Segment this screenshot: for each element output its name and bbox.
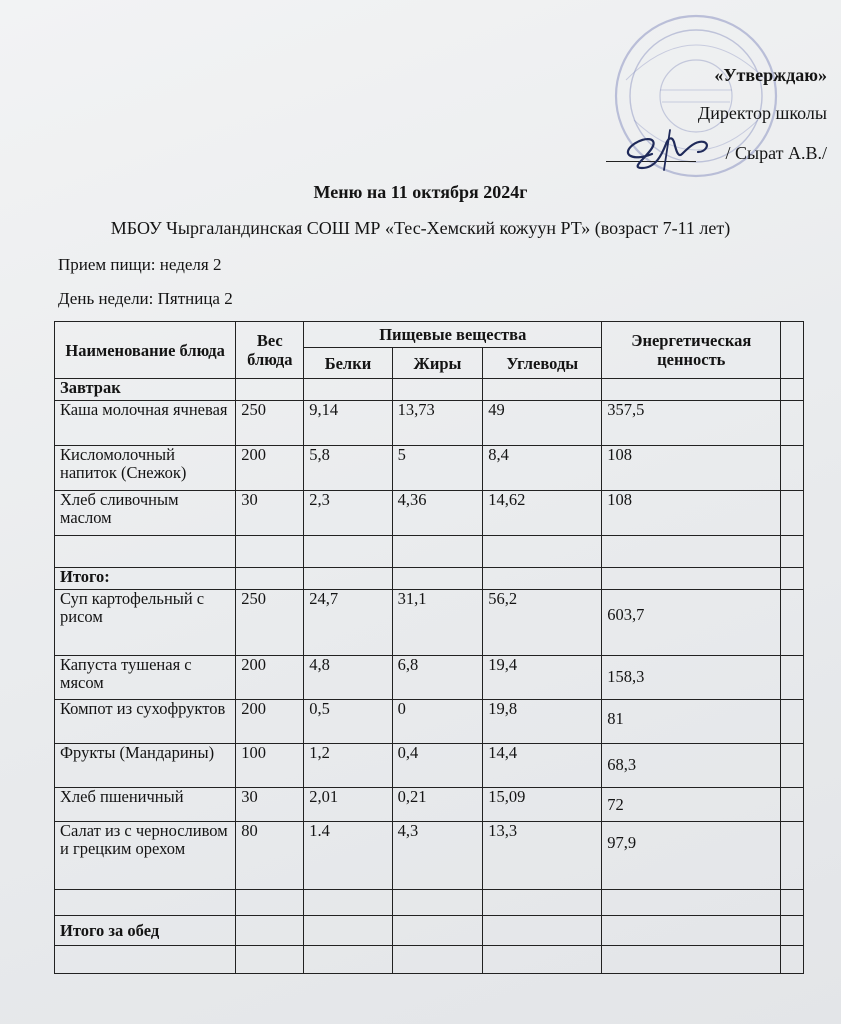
dish-energy: 72 <box>602 788 781 822</box>
dish-protein: 1,2 <box>304 744 392 788</box>
table-row <box>55 401 804 446</box>
dish-fat: 31,1 <box>392 590 483 656</box>
dish-name: Суп картофельный с рисом <box>55 590 236 656</box>
empty-row <box>55 946 804 974</box>
dish-weight: 30 <box>236 491 304 536</box>
dish-energy: 603,7 <box>602 590 781 656</box>
director-position: Директор школы <box>697 103 827 123</box>
dish-energy: 68,3 <box>602 744 781 788</box>
dish-protein: 5,8 <box>304 446 392 491</box>
dish-fat: 0 <box>392 700 483 744</box>
header-fat: Жиры <box>392 348 483 379</box>
table-row <box>55 446 804 491</box>
dish-energy: 81 <box>602 700 781 744</box>
dish-carbs: 14,62 <box>483 491 602 536</box>
director-signature <box>612 124 722 174</box>
dish-carbs: 8,4 <box>483 446 602 491</box>
meal-info: Прием пищи: неделя 2 <box>58 255 222 274</box>
dish-carbs: 56,2 <box>483 590 602 656</box>
menu-title: Меню на 11 октября 2024г <box>313 182 528 202</box>
dish-name: Салат из с черносливом и грецким орехом <box>55 822 236 890</box>
dish-protein: 9,14 <box>304 401 392 446</box>
section-breakfast: Завтрак <box>55 379 236 401</box>
table-row <box>55 656 804 700</box>
lunch-total-label: Итого за обед <box>55 916 236 946</box>
day-info: День недели: Пятница 2 <box>58 289 233 308</box>
table-row <box>55 822 804 890</box>
dish-fat: 5 <box>392 446 483 491</box>
table-row <box>55 788 804 822</box>
lunch-total-row <box>55 916 804 946</box>
dish-energy: 97,9 <box>602 822 781 890</box>
table-row <box>55 590 804 656</box>
dish-protein: 4,8 <box>304 656 392 700</box>
header-nutrients: Пищевые вещества <box>304 322 602 348</box>
table-header-row <box>55 322 804 348</box>
dish-weight: 200 <box>236 656 304 700</box>
dish-protein: 2,3 <box>304 491 392 536</box>
header-energy: Энергетическая ценность <box>602 322 781 379</box>
table-row <box>55 700 804 744</box>
dish-energy: 357,5 <box>602 401 781 446</box>
dish-protein: 1.4 <box>304 822 392 890</box>
dish-carbs: 19,4 <box>483 656 602 700</box>
dish-protein: 0,5 <box>304 700 392 744</box>
dish-carbs: 14,4 <box>483 744 602 788</box>
total-row <box>55 568 804 590</box>
dish-weight: 250 <box>236 401 304 446</box>
dish-fat: 4,3 <box>392 822 483 890</box>
dish-carbs: 13,3 <box>483 822 602 890</box>
school-name: МБОУ Чыргаландинская СОШ МР «Тес-Хемский кожуун РТ» (возраст 7-11 лет) <box>110 218 731 238</box>
header-carbs: Углеводы <box>483 348 602 379</box>
dish-fat: 13,73 <box>392 401 483 446</box>
dish-fat: 4,36 <box>392 491 483 536</box>
dish-name: Кисломолочный напиток (Снежок) <box>55 446 236 491</box>
dish-weight: 80 <box>236 822 304 890</box>
dish-fat: 6,8 <box>392 656 483 700</box>
dish-energy: 108 <box>602 491 781 536</box>
dish-carbs: 19,8 <box>483 700 602 744</box>
approve-label: «Утверждаю» <box>714 65 827 85</box>
dish-name: Фрукты (Мандарины) <box>55 744 236 788</box>
table-row <box>55 491 804 536</box>
header-protein: Белки <box>304 348 392 379</box>
header-weight: Вес блюда <box>236 322 304 379</box>
dish-weight: 200 <box>236 700 304 744</box>
dish-fat: 0,21 <box>392 788 483 822</box>
dish-name: Хлеб пшеничный <box>55 788 236 822</box>
section-row-breakfast <box>55 379 804 401</box>
dish-fat: 0,4 <box>392 744 483 788</box>
dish-protein: 2,01 <box>304 788 392 822</box>
dish-weight: 200 <box>236 446 304 491</box>
dish-carbs: 15,09 <box>483 788 602 822</box>
table-row <box>55 744 804 788</box>
dish-energy: 158,3 <box>602 656 781 700</box>
dish-energy: 108 <box>602 446 781 491</box>
dish-carbs: 49 <box>483 401 602 446</box>
dish-weight: 250 <box>236 590 304 656</box>
dish-name: Компот из сухофруктов <box>55 700 236 744</box>
header-name: Наименование блюда <box>55 322 236 379</box>
dish-name: Капуста тушеная с мясом <box>55 656 236 700</box>
dish-name: Каша молочная ячневая <box>55 401 236 446</box>
dish-protein: 24,7 <box>304 590 392 656</box>
empty-row <box>55 536 804 568</box>
dish-weight: 100 <box>236 744 304 788</box>
director-name: / Сырат А.В./ <box>725 143 827 163</box>
dish-weight: 30 <box>236 788 304 822</box>
dish-name: Хлеб сливочным маслом <box>55 491 236 536</box>
total-label: Итого: <box>55 568 236 590</box>
menu-table <box>54 321 804 974</box>
empty-row <box>55 890 804 916</box>
header-empty <box>781 322 804 379</box>
